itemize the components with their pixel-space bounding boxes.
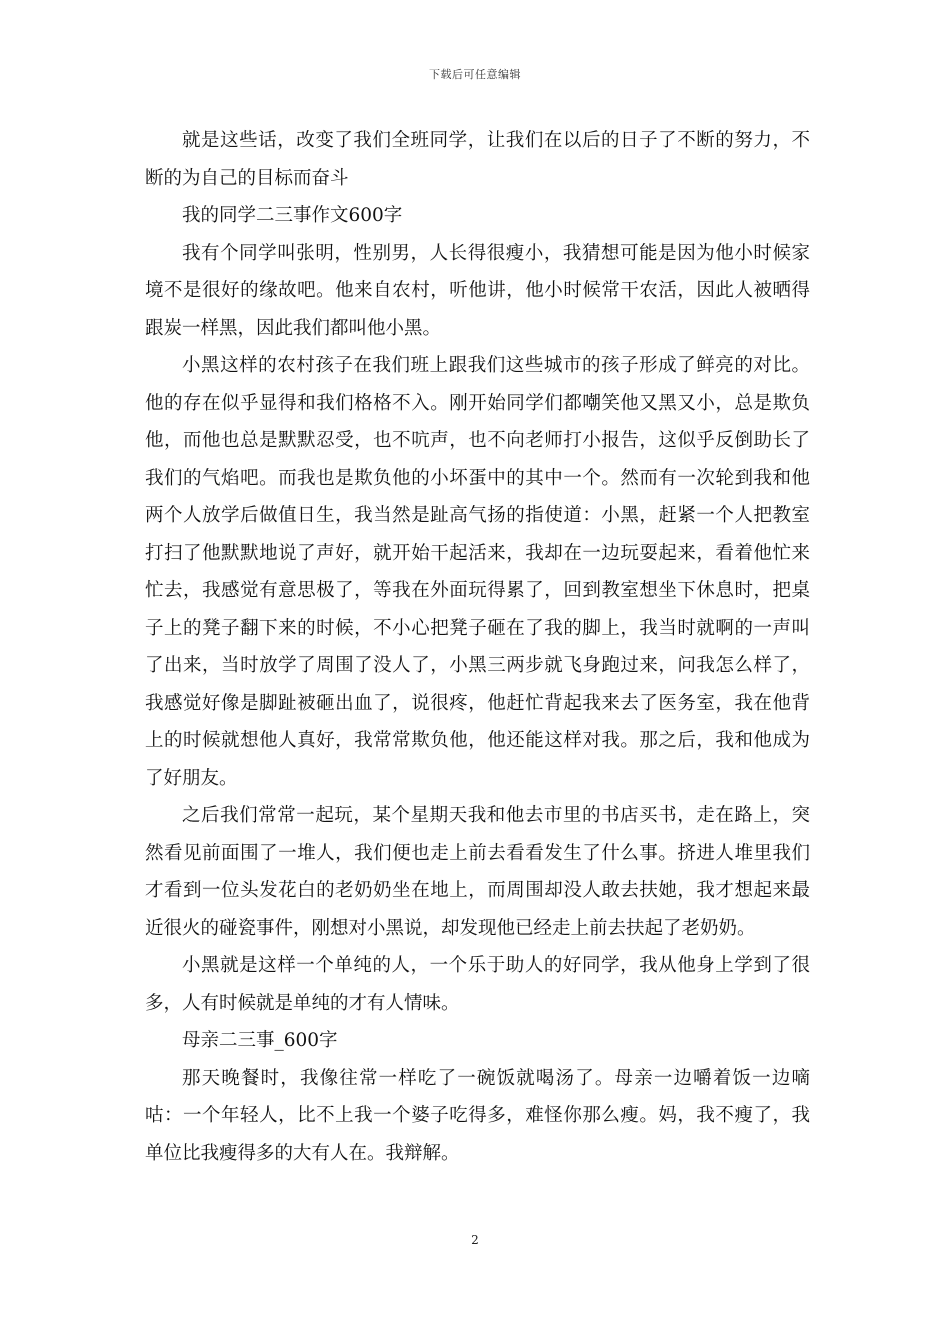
paragraph: 那天晚餐时，我像往常一样吃了一碗饭就喝汤了。母亲一边嚼着饭一边嘀咕：一个年轻人，比不上我一个婆子吃得多，难怪你那么瘦。妈，我不瘦了，我单位比我瘦得多的大有人在。我辩解。 — [145, 1067, 810, 1164]
paragraph-continuation: 就是这些话，改变了我们全班同学，让我们在以后的日子了不断的努力，不断的为自己的目标而奋斗 — [145, 130, 810, 189]
paragraph: 之后我们常常一起玩，某个星期天我和他去市里的书店买书，走在路上，突然看见前面围了一堆人，我们便也走上前去看看发生了什么事。挤进人堆里我们才看到一位头发花白的老奶奶坐在地上，而周围却没人敢去扶她，我才想起来最近很火的碰瓷事件，刚想对小黑说，却发现他已经走上前去扶起了老奶奶。 — [145, 805, 810, 939]
paragraph: 小黑这样的农村孩子在我们班上跟我们这些城市的孩子形成了鲜亮的对比。他的存在似乎显得和我们格格不入。刚开始同学们都嘲笑他又黑又小，总是欺负他，而他也总是默默忍受，也不吭声，也不向老师打小报告，这似乎反倒助长了我们的气焰吧。而我也是欺负他的小坏蛋中的其中一个。然而有一次轮到我和他两个人放学后做值日生，我当然是趾高气扬的指使道：小黑，赶紧一个人把教室打扫了他默默地说了声好，就开始干起活来，我却在一边玩耍起来，看着他忙来忙去，我感觉有意思极了，等我在外面玩得累了，回到教室想坐下休息时，把桌子上的凳子翻下来的时候，不小心把凳子砸在了我的脚上，我当时就啊的一声叫了出来，当时放学了周围了没人了，小黑三两步就飞身跑过来，问我怎么样了，我感觉好像是脚趾被砸出血了，说很疼，他赶忙背起我来去了医务室，我在他背上的时候就想他人真好，我常常欺负他，他还能这样对我。那之后，我和他成为了好朋友。 — [145, 355, 810, 789]
section-heading-mother: 母亲二三事_600字 — [182, 1030, 338, 1051]
section-heading-classmate: 我的同学二三事作文600字 — [182, 205, 403, 226]
paragraph: 我有个同学叫张明，性别男，人长得很瘦小，我猜想可能是因为他小时候家境不是很好的缘故吧。他来自农村，听他讲，他小时候常干农活，因此人被晒得跟炭一样黑，因此我们都叫他小黑。 — [145, 242, 810, 339]
page-number: 2 — [471, 1233, 479, 1247]
page-header: 下载后可任意编辑 — [429, 68, 521, 81]
document-body — [145, 122, 810, 1172]
paragraph: 小黑就是这样一个单纯的人，一个乐于助人的好同学，我从他身上学到了很多，人有时候就是单纯的才有人情味。 — [145, 955, 810, 1014]
